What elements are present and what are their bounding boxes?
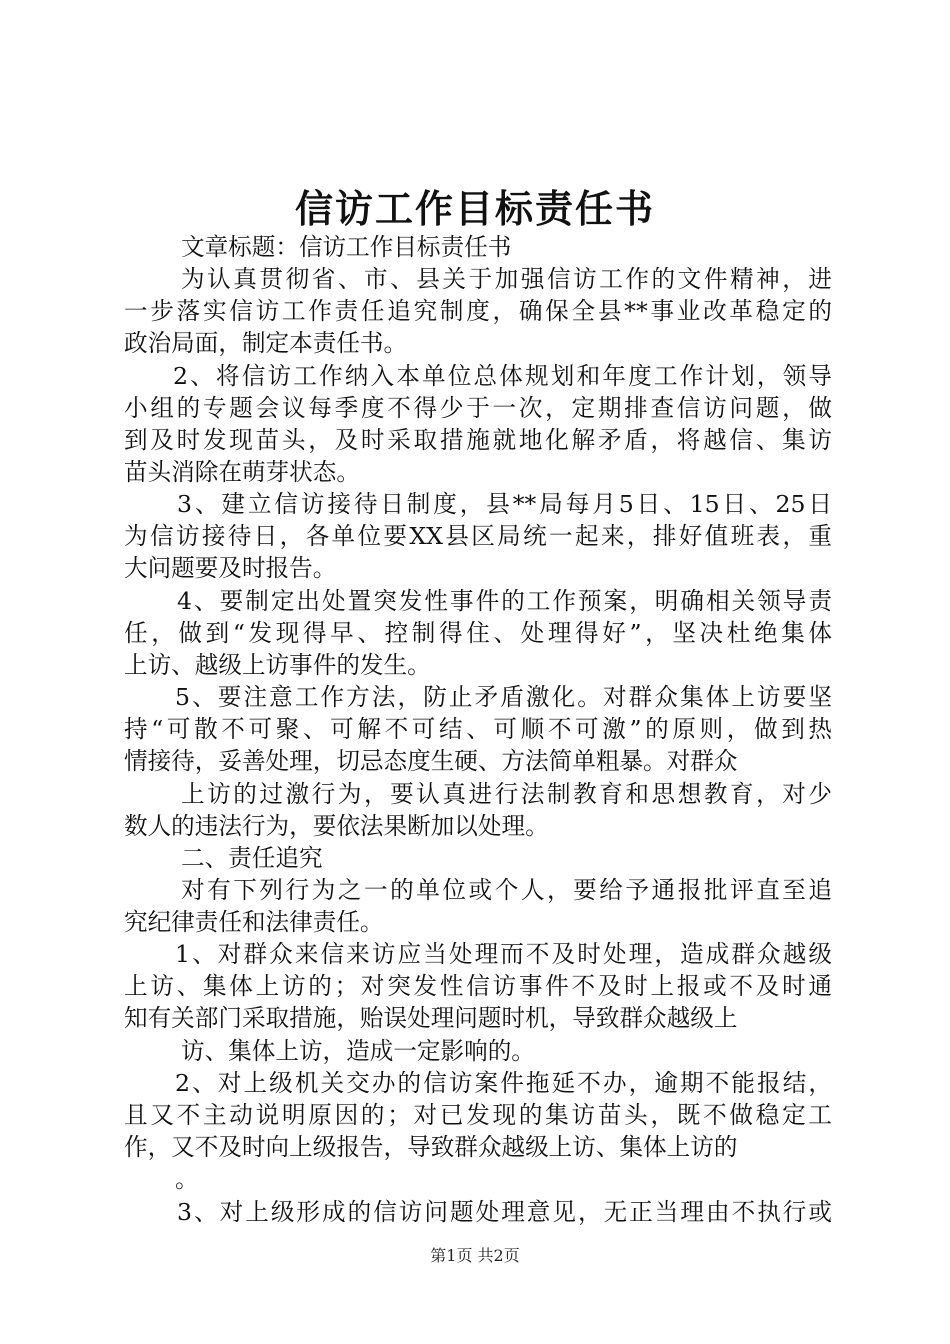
document-title: 信访工作目标责任书 [294, 186, 655, 231]
paragraph-line: 3、建立信访接待日制度，县**局每月5日、15日、25日 [177, 490, 832, 518]
paragraph-line: 。 [175, 1165, 199, 1193]
paragraph-line: 究纪律责任和法律责任。 [124, 908, 384, 936]
paragraph-line: 到及时发现苗头，及时采取措施就地化解矛盾，将越信、集访 [124, 426, 832, 454]
paragraph-line: 政治局面，制定本责任书。 [124, 329, 408, 357]
paragraph-line: 一步落实信访工作责任追究制度，确保全县**事业改革稳定的 [124, 297, 832, 325]
paragraph-line: 知有关部门采取措施，贻误处理问题时机，导致群众越级上 [124, 1004, 738, 1032]
page-footer: 第1页 共2页 [430, 1246, 520, 1265]
paragraph-line: 5、要注意工作方法，防止矛盾激化。对群众集体上访要坚 [175, 683, 832, 711]
paragraph-line: 上访、集体上访的；对突发性信访事件不及时上报或不及时通 [124, 972, 832, 1000]
paragraph-line: 苗头消除在萌芽状态。 [124, 458, 360, 486]
paragraph-line: 1、对群众来信来访应当处理而不及时处理，造成群众越级 [175, 940, 832, 968]
paragraph-line: 3、对上级形成的信访问题处理意见，无正当理由不执行或 [177, 1198, 832, 1226]
paragraph-line: 2、对上级机关交办的信访案件拖延不办，逾期不能报结， [175, 1069, 832, 1097]
paragraph-line: 4、要制定出处置突发性事件的工作预案，明确相关领导责 [177, 587, 832, 615]
paragraph-line: 上访、越级上访事件的发生。 [124, 651, 431, 679]
paragraph-line: 上访的过激行为，要认真进行法制教育和思想教育，对少 [181, 780, 832, 808]
paragraph-line: 且又不主动说明原因的；对已发现的集访苗头，既不做稳定工 [124, 1101, 832, 1129]
section-heading: 二、责任追究 [181, 844, 323, 872]
paragraph-line: 2、将信访工作纳入本单位总体规划和年度工作计划，领导 [173, 362, 832, 390]
paragraph-line: 大问题要及时报告。 [124, 554, 337, 582]
paragraph-line: 访、集体上访，造成一定影响的。 [181, 1037, 535, 1065]
paragraph-line: 任，做到“发现得早、控制得住、处理得好”，坚决杜绝集体 [124, 619, 832, 647]
paragraph-line: 情接待，妥善处理，切忌态度生硬、方法简单粗暴。对群众 [124, 747, 738, 775]
article-title-line: 文章标题：信访工作目标责任书 [181, 233, 512, 261]
paragraph-line: 数人的违法行为，要依法果断加以处理。 [124, 812, 549, 840]
paragraph-line: 对有下列行为之一的单位或个人，要给予通报批评直至追 [181, 876, 832, 904]
paragraph-line: 为信访接待日，各单位要XX县区局统一起来，排好值班表，重 [124, 522, 832, 550]
paragraph-line: 持“可散不可聚、可解不可结、可顺不可激”的原则，做到热 [124, 715, 832, 743]
paragraph-line: 为认真贯彻省、市、县关于加强信访工作的文件精神，进 [181, 265, 832, 293]
paragraph-line: 小组的专题会议每季度不得少于一次，定期排查信访问题，做 [124, 394, 832, 422]
paragraph-line: 作，又不及时向上级报告，导致群众越级上访、集体上访的 [124, 1133, 738, 1161]
